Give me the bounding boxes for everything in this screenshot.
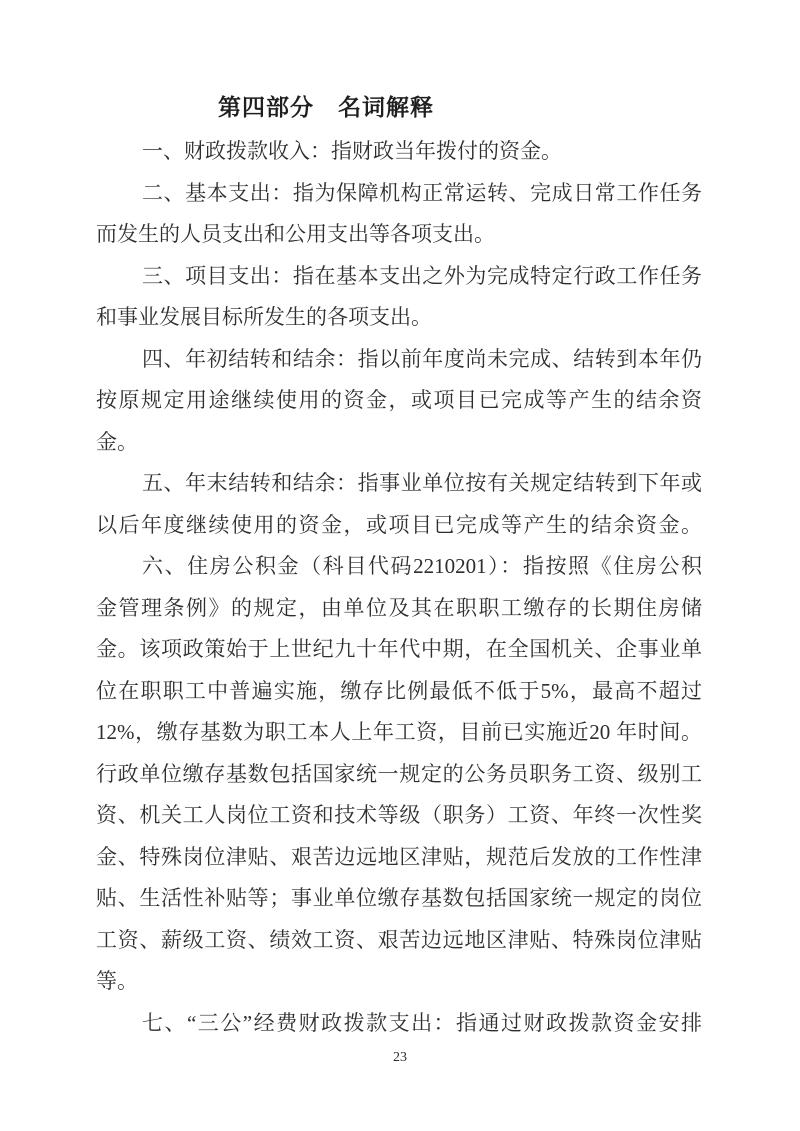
section-title: 第四部分 名词解释 — [218, 95, 434, 120]
text-line: 贴、生活性补贴等；事业单位缴存基数包括国家统一规定的岗位 — [96, 886, 702, 910]
text-line: 六、住房公积金（科目代码2210201）：指按照《住房公积 — [142, 554, 702, 578]
text-line: 一、财政拨款收入：指财政当年拨付的资金。 — [142, 139, 562, 163]
document-body — [96, 131, 702, 1044]
text-line: 二、基本支出：指为保障机构正常运转、完成日常工作任务 — [142, 180, 702, 205]
text-line: 按原规定用途继续使用的资金，或项目已完成等产生的结余资 — [96, 388, 702, 412]
text-line: 金。该项政策始于上世纪九十年代中期，在全国机关、企事业单 — [96, 637, 702, 661]
text-line: 工资、薪级工资、绩效工资、艰苦边远地区津贴、特殊岗位津贴 — [96, 927, 702, 952]
text-line: 金。 — [96, 429, 138, 454]
text-line: 金、特殊岗位津贴、艰苦边远地区津贴，规范后发放的工作性津 — [96, 844, 702, 869]
text-line: 四、年初结转和结余：指以前年度尚未完成、结转到本年仍 — [142, 346, 702, 371]
text-line: 以后年度继续使用的资金，或项目已完成等产生的结余资金。 — [96, 512, 702, 537]
text-line: 行政单位缴存基数包括国家统一规定的公务员职务工资、级别工 — [96, 761, 702, 786]
text-line: 五、年末结转和结余：指事业单位按有关规定结转到下年或 — [142, 471, 702, 495]
text-line: 12%，缴存基数为职工本人上年工资，目前已实施近20 年时间。 — [96, 720, 702, 744]
text-line: 位在职职工中普遍实施，缴存比例最低不低于5%，最高不超过 — [96, 678, 702, 703]
text-line: 和事业发展目标所发生的各项支出。 — [96, 305, 432, 329]
text-line: 资、机关工人岗位工资和技术等级（职务）工资、年终一次性奖 — [96, 803, 702, 827]
text-line: 金管理条例》的规定，由单位及其在职职工缴存的长期住房储 — [96, 595, 702, 620]
page-number: 23 — [393, 1050, 407, 1065]
text-line: 等。 — [96, 969, 138, 993]
text-line: 而发生的人员支出和公用支出等各项支出。 — [96, 222, 495, 246]
text-line: 七、“三公”经费财政拨款支出：指通过财政拨款资金安排 — [142, 1010, 702, 1035]
text-line: 三、项目支出：指在基本支出之外为完成特定行政工作任务 — [142, 263, 702, 288]
